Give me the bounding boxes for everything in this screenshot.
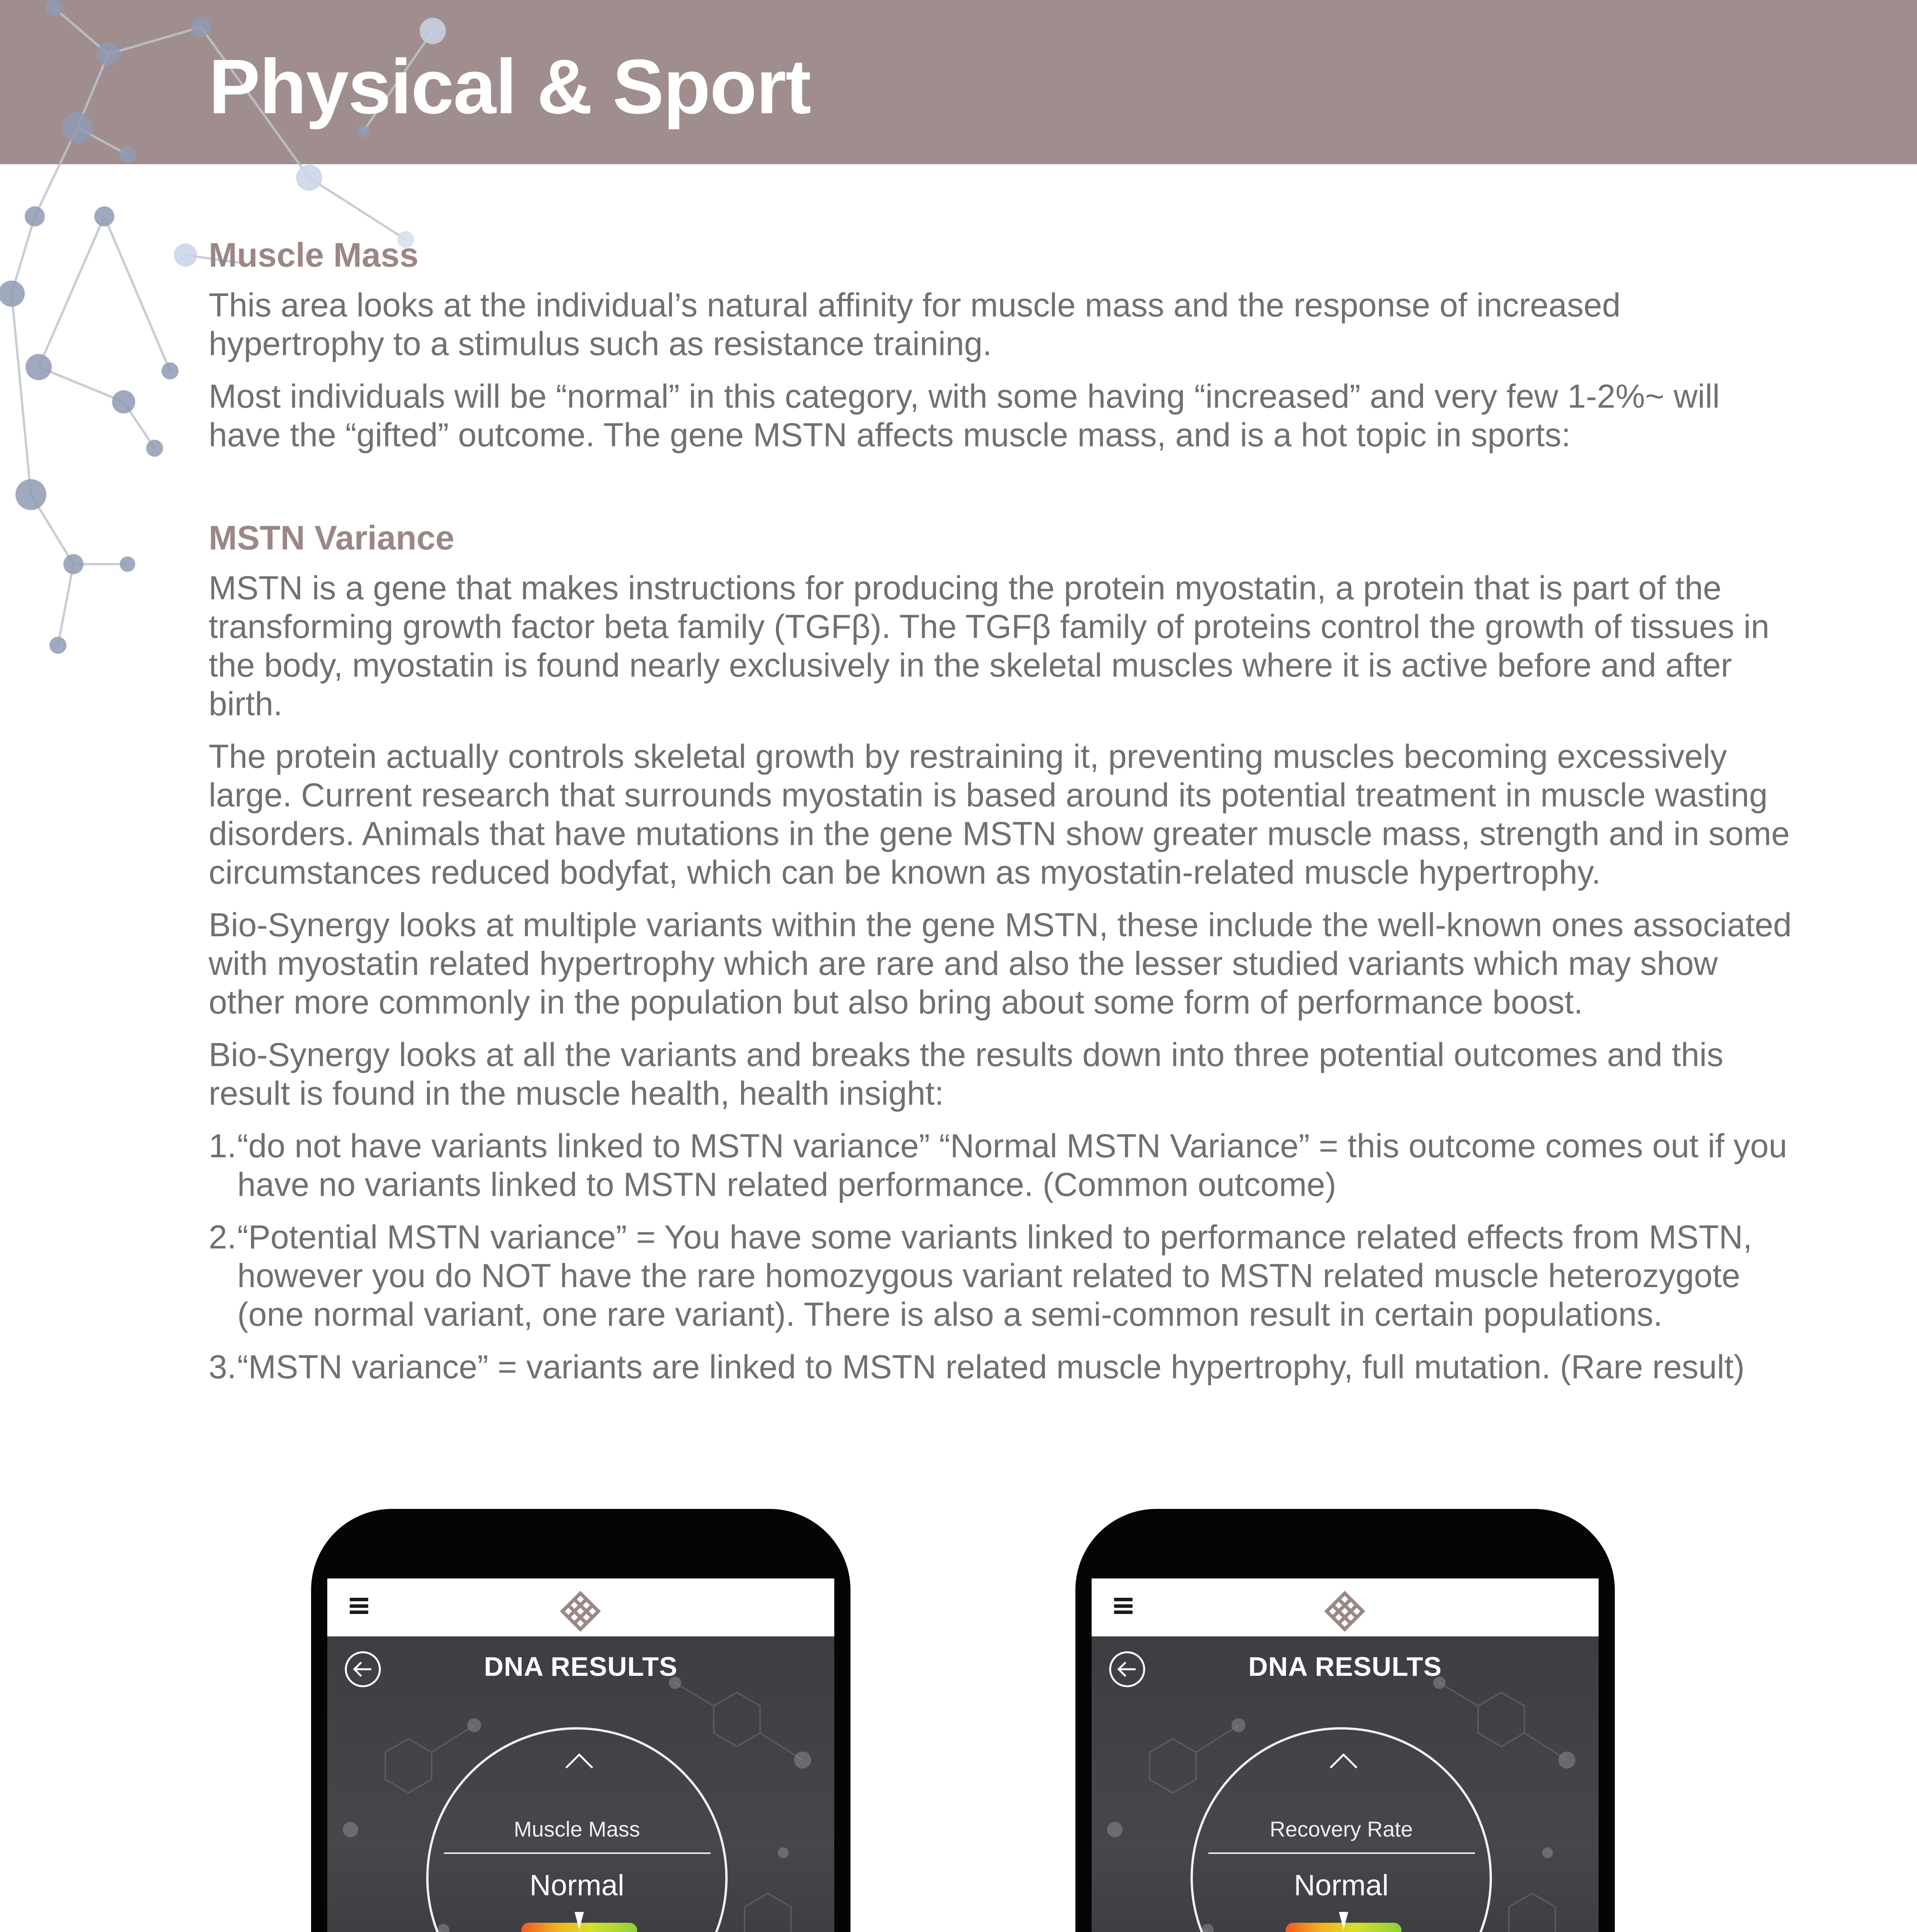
meter-needle-icon [1338, 1911, 1349, 1930]
article-body [209, 232, 1793, 1400]
paragraph: Most individuals will be “normal” in this category, with some having “increased” and very few 1-2%~ will have the “gifted” outcome. The gene MSTN affects muscle mass, and is a hot topic in sports: [209, 378, 1720, 454]
menu-icon[interactable] [1114, 1598, 1133, 1614]
phone-mockup-muscle-mass [311, 1509, 850, 1932]
paragraph: This area looks at the individual’s natural affinity for muscle mass and the response of increased hypertrophy to a stimulus such as resistance training. [209, 287, 1621, 362]
menu-icon[interactable] [350, 1598, 368, 1614]
trait-result: Normal [1294, 1869, 1389, 1902]
results-hero [327, 1636, 834, 1932]
chevron-up-icon[interactable] [564, 1751, 595, 1770]
list-number: 3. [209, 1349, 236, 1386]
paragraph: Bio-Synergy looks at all the variants and breaks the results down into three potential outcomes and this result is found in the muscle health, health insight: [209, 1036, 1723, 1112]
results-hero [1092, 1636, 1599, 1932]
section-heading-mstn-variance: MSTN Variance [209, 519, 454, 557]
results-title: DNA RESULTS [484, 1651, 678, 1682]
section-heading-muscle-mass: Muscle Mass [209, 236, 418, 274]
divider [1208, 1852, 1475, 1854]
paragraph: MSTN is a gene that makes instructions for producing the protein myostatin, a protein that is part of the transforming growth factor beta family (TGFβ). The TGFβ family of proteins control the growth of tissues in the body, myostatin is found nearly exclusively in the skeletal muscles where it is active before and after birth. [209, 570, 1769, 723]
list-number: 2. [209, 1219, 236, 1256]
phone-screen [327, 1578, 834, 1932]
outcome-list [209, 1127, 1793, 1386]
app-top-bar [1092, 1578, 1599, 1636]
page-title: Physical & Sport [209, 44, 811, 130]
phone-mockup-recovery-rate [1075, 1509, 1615, 1932]
list-number: 1. [209, 1128, 236, 1165]
list-text: “do not have variants linked to MSTN variance” “Normal MSTN Variance” = this outcome comes out if you have no variants linked to MSTN related performance. (Common outcome) [237, 1128, 1787, 1203]
meter-needle-icon [574, 1911, 585, 1930]
chevron-up-icon[interactable] [1328, 1751, 1359, 1770]
trait-result: Normal [529, 1869, 624, 1902]
trait-label: Muscle Mass [514, 1817, 640, 1841]
list-item [209, 1348, 1793, 1386]
list-item [209, 1127, 1793, 1204]
list-text: “MSTN variance” = variants are linked to MSTN related muscle hypertrophy, full mutation. (Rare result) [237, 1349, 1745, 1386]
list-item [209, 1218, 1793, 1334]
results-title: DNA RESULTS [1248, 1651, 1442, 1682]
paragraph: The protein actually controls skeletal growth by restraining it, preventing muscles becoming excessively large. Current research that surrounds myostatin is based around its potential treatment in muscle wasting disorders. Animals that have mutations in the gene MSTN show greater muscle mass, strength and in some circumstances reduced bodyfat, which can be known as myostatin-related muscle hypertrophy. [209, 738, 1790, 891]
divider [444, 1852, 711, 1854]
brand-logo-icon [1323, 1590, 1366, 1633]
list-text: “Potential MSTN variance” = You have some variants linked to performance related effects from MSTN, however you do NOT have the rare homozygous variant related to MSTN related muscle heterozygote (one normal variant, one rare variant). There is also a semi-common result in certain populations. [237, 1219, 1752, 1333]
trait-label: Recovery Rate [1269, 1817, 1413, 1841]
result-meter [521, 1923, 637, 1932]
result-meter [1286, 1923, 1402, 1932]
phone-screen [1092, 1578, 1599, 1932]
paragraph: Bio-Synergy looks at multiple variants within the gene MSTN, these include the well-known ones associated with myostatin related hypertrophy which are rare and also the lesser studied variants which may show other more commonly in the population but also bring about some form of performance boost. [209, 906, 1792, 1021]
app-top-bar [327, 1578, 834, 1636]
brand-logo-icon [559, 1590, 602, 1633]
